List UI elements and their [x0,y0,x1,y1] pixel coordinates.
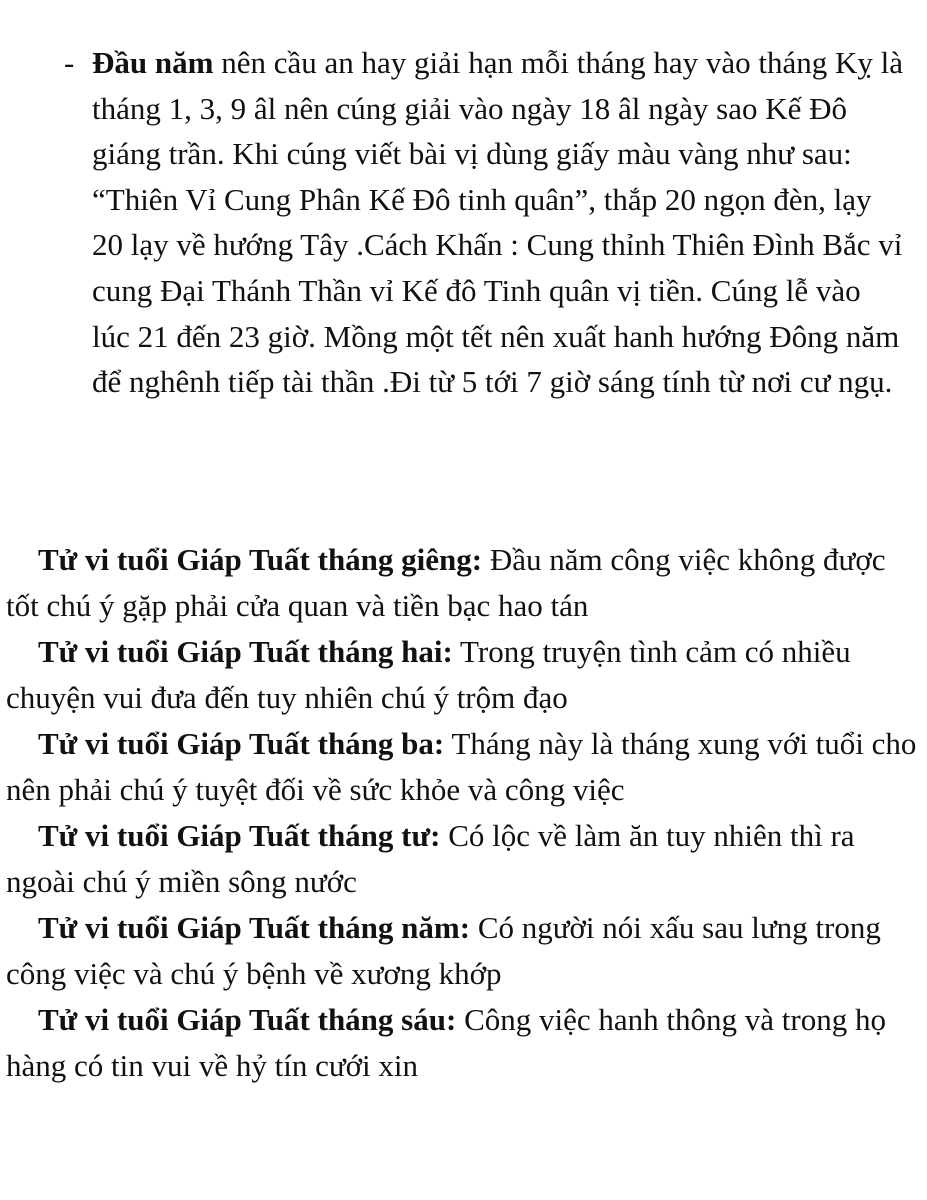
month-text: Có người nói xấu sau lưng trong công việc và chú ý bệnh về xương khớp [6,910,881,991]
intro-body: nên cầu an hay giải hạn mỗi tháng hay vào tháng Kỵ là tháng 1, 3, 9 âl nên cúng giải vào ngày 18 âl ngày sao Kế Đô giáng trần. Khi cúng viết bài vị dùng giấy màu vàng như sau: “Thiên Vỉ Cung Phân Kế Đô tinh quân”, thắp 20 ngọn đèn, lạy 20 lạy về hướng Tây .Cách Khấn : Cung thỉnh Thiên Đình Bắc vỉ cung Đại Thánh Thần vỉ Kế đô Tinh quân vị tiền. Cúng lễ vào lúc 21 đến 23 giờ. Mồng một tết nên xuất hanh hướng Đông năm để nghênh tiếp tài thần .Đi từ 5 tới 7 giờ sáng tính từ nơi cư ngụ. [92,45,903,400]
month-heading: Tử vi tuổi Giáp Tuất tháng ba: [38,726,445,761]
intro-paragraph [92,40,904,405]
month-text: Có lộc về làm ăn tuy nhiên thì ra ngoài chú ý miền sông nước [6,818,855,899]
month-item-5 [6,905,921,997]
month-item-1 [6,537,921,629]
month-text: Tháng này là tháng xung với tuổi cho nên phải chú ý tuyệt đối về sức khỏe và công việc [6,726,917,807]
intro-lead: Đầu năm [92,45,214,80]
bullet-dash: - [64,45,75,80]
month-item-6 [6,997,921,1089]
month-item-4 [6,813,921,905]
month-text: Trong truyện tình cảm có nhiều chuyện vui đưa đến tuy nhiên chú ý trộm đạo [6,634,851,715]
month-text: Đầu năm công việc không được tốt chú ý gặp phải cửa quan và tiền bạc hao tán [6,542,886,623]
month-text: Công việc hanh thông và trong họ hàng có tin vui về hỷ tín cưới xin [6,1002,886,1083]
month-heading: Tử vi tuổi Giáp Tuất tháng giêng: [38,542,483,577]
month-list [6,537,921,1089]
intro-bullet [64,40,914,405]
month-heading: Tử vi tuổi Giáp Tuất tháng sáu: [38,1002,457,1037]
month-item-2 [6,629,921,721]
month-item-3 [6,721,921,813]
month-heading: Tử vi tuổi Giáp Tuất tháng hai: [38,634,453,669]
month-heading: Tử vi tuổi Giáp Tuất tháng năm: [38,910,471,945]
month-heading: Tử vi tuổi Giáp Tuất tháng tư: [38,818,441,853]
